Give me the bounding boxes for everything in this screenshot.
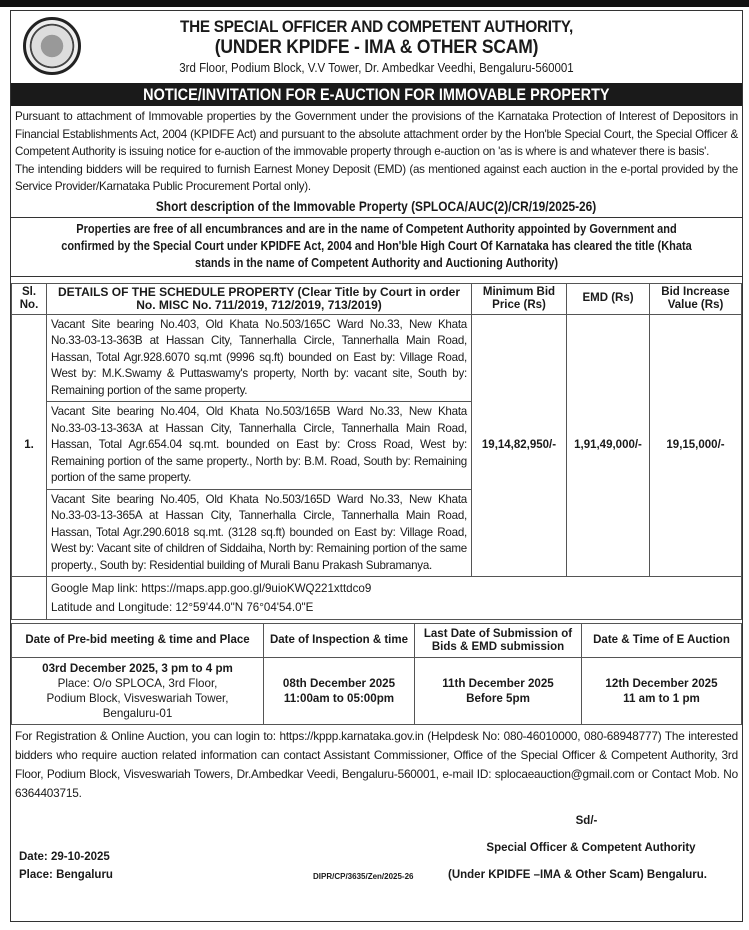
dates-table <box>11 623 742 725</box>
emd-amount: 1,91,49,000/- <box>567 314 650 577</box>
sd: Sd/- <box>575 815 598 827</box>
col-emd: EMD (Rs) <box>567 283 650 314</box>
col-auction: Date & Time of E Auction <box>582 624 742 658</box>
top-strip <box>0 0 749 7</box>
notice <box>10 10 743 922</box>
registration-info: For Registration & Online Auction, you can login to: https://kppp.karnataka.gov.in (Helpdesk No: 080-46010000, 080-68948777) The interested bidders who require auction related information can contact Assistant Commissioner, Office of the Special Officer & Competent Authority, 3rd Floor, Podium Block, Visveswariah Towers, Dr.Ambedkar Veedi, Bengaluru-560001, e-mail ID: splocaeauction@gmail.com or Contact Mob. No 6364403715. <box>15 729 738 800</box>
banner-text: NOTICE/INVITATION FOR E-AUCTION FOR IMMOVABLE PROPERTY <box>143 85 610 104</box>
inspection-cell <box>264 658 415 725</box>
dates-header-row <box>12 624 742 658</box>
short-description-heading <box>11 196 742 218</box>
col-bid-increase: Bid Increase Value (Rs) <box>650 283 742 314</box>
min-bid-price: 19,14,82,950/- <box>472 314 567 577</box>
signatory: Special Officer & Competent Authority <box>486 842 696 854</box>
property-404: Vacant Site bearing No.404, Old Khata No.503/165B Ward No.33, New Khata No.33-03-13-363A at Hassan City, Tannerhalla Circle, Tannerhalla Main Road, Hassan, Total Agr.654.04 sq.mt. bounded on East by: Cross Road, West by: Remaining portion of the same property., North by: B.M. Road, South by: Remaining portion of the same property. <box>47 402 472 490</box>
table-row <box>12 314 742 402</box>
submission-time: Before 5pm <box>466 692 530 705</box>
notice-place: Place: Bengaluru <box>19 869 113 881</box>
dates-row <box>12 658 742 725</box>
lat-long: Latitude and Longitude: 12°59'44.0"N 76°04'54.0"E <box>51 601 314 614</box>
submission-date: 11th December 2025 <box>442 677 554 690</box>
notice-banner <box>11 83 742 106</box>
submission-cell <box>415 658 582 725</box>
auction-cell <box>582 658 742 725</box>
inspection-date: 08th December 2025 <box>282 677 396 690</box>
col-sl-no: Sl. No. <box>12 283 47 314</box>
auction-time: 11 am to 1 pm <box>623 692 700 705</box>
encumbrance-text: Properties are free of all encumbrances and are in the name of Competent Authority appointed by Government and confirmed by the Special Court under KPIDFE Act, 2004 and Hon'ble High Court Of Karnataka has cleared the title (Khata stands in the name of Competent Authority and Auctioning Authority) <box>61 221 692 270</box>
property-table <box>11 283 742 621</box>
col-details: DETAILS OF THE SCHEDULE PROPERTY (Clear Title by Court in order No. MISC No. 711/2019, 712/2019, 713/2019) <box>47 283 472 314</box>
header <box>11 11 742 83</box>
property-405: Vacant Site bearing No.405, Old Khata No.503/165D Ward No.33, New Khata No.33-03-13-365A at Hassan City, Tannerhalla Circle, Tannerhalla Main Road, Hassan, Total Agr.290.6018 sq.mt. (3128 sq.ft) bounded on East by: Village Road, West by: Vacant site of children of Siddaiha, North by: Remaining portion of the same property., South by: Residential building of Murali Banu Prakash Subramanya. <box>47 489 472 577</box>
col-submission: Last Date of Submission of Bids & EMD submission <box>415 624 582 658</box>
property-403: Vacant Site bearing No.403, Old Khata No.503/165C Ward No.33, New Khata No.33-03-13-363B at Hassan City, Tannerhalla Circle, Tannerhalla Main Road, Hassan, Total Agr.928.6070 sq.mt (9996 sq.ft) bounded on East by: Village Road, West by: M.K.Swamy & Puttaswamy's property, North by: vacant site, South by: Remaining portion of the same property. <box>47 314 472 402</box>
empty-cell <box>12 577 47 620</box>
google-map-link[interactable]: Google Map link: https://maps.app.goo.gl/9uioKWQ221xttdco9 <box>51 582 372 595</box>
encumbrance-note <box>11 218 742 277</box>
signature-block <box>11 805 742 897</box>
sl-no: 1. <box>12 314 47 577</box>
location-cell <box>47 577 742 620</box>
table-header-row <box>12 283 742 314</box>
intro-paragraph: Pursuant to attachment of Immovable properties by the Government under the provisions of the Karnataka Protection of Interest of Depositors in Financial Establishments Act, 2004 (KPIDFE Act) and pursuant to the absolute attachment order by the Hon'ble Special Court, the Special Officer & Competent Authority is issuing notice for e-auction of the immovable property through e-auction on 'as is where is and whatever there is basis'. <box>15 110 738 158</box>
prebid-place: Place: O/o SPLOCA, 3rd Floor, Podium Block, Visveswariah Tower, Bengaluru-01 <box>46 677 229 720</box>
notice-date: Date: 29-10-2025 <box>19 851 110 863</box>
prebid-cell <box>12 658 264 725</box>
auction-date: 12th December 2025 <box>605 677 718 690</box>
col-inspection: Date of Inspection & time <box>264 624 415 658</box>
prebid-date: 03rd December 2025, 3 pm to 4 pm <box>42 662 233 675</box>
bid-increase-value: 19,15,000/- <box>650 314 742 577</box>
dipr-ref: DIPR/CP/3635/Zen/2025-26 <box>313 872 414 881</box>
col-min-bid: Minimum Bid Price (Rs) <box>472 283 567 314</box>
inspection-time: 11:00am to 05:00pm <box>283 692 395 705</box>
authority-subtitle: (UNDER KPIDFE - IMA & OTHER SCAM) <box>214 37 539 58</box>
signatory-org: (Under KPIDFE –IMA & Other Scam) Bengaluru. <box>448 869 707 881</box>
map-row <box>12 577 742 620</box>
short-description-text: Short description of the Immovable Property (SPLOCA/AUC(2)/CR/19/2025-26) <box>156 197 597 214</box>
emd-paragraph: The intending bidders will be required to furnish Earnest Money Deposit (EMD) (as mentioned against each auction in the e-portal provided by the Service Provider/Karnataka Public Procurement Portal only). <box>15 162 738 193</box>
col-prebid: Date of Pre-bid meeting & time and Place <box>12 624 264 658</box>
authority-address: 3rd Floor, Podium Block, V.V Tower, Dr. Ambedkar Veedhi, Bengaluru-560001 <box>179 61 574 75</box>
authority-title: THE SPECIAL OFFICER AND COMPETENT AUTHORITY, <box>179 17 574 36</box>
